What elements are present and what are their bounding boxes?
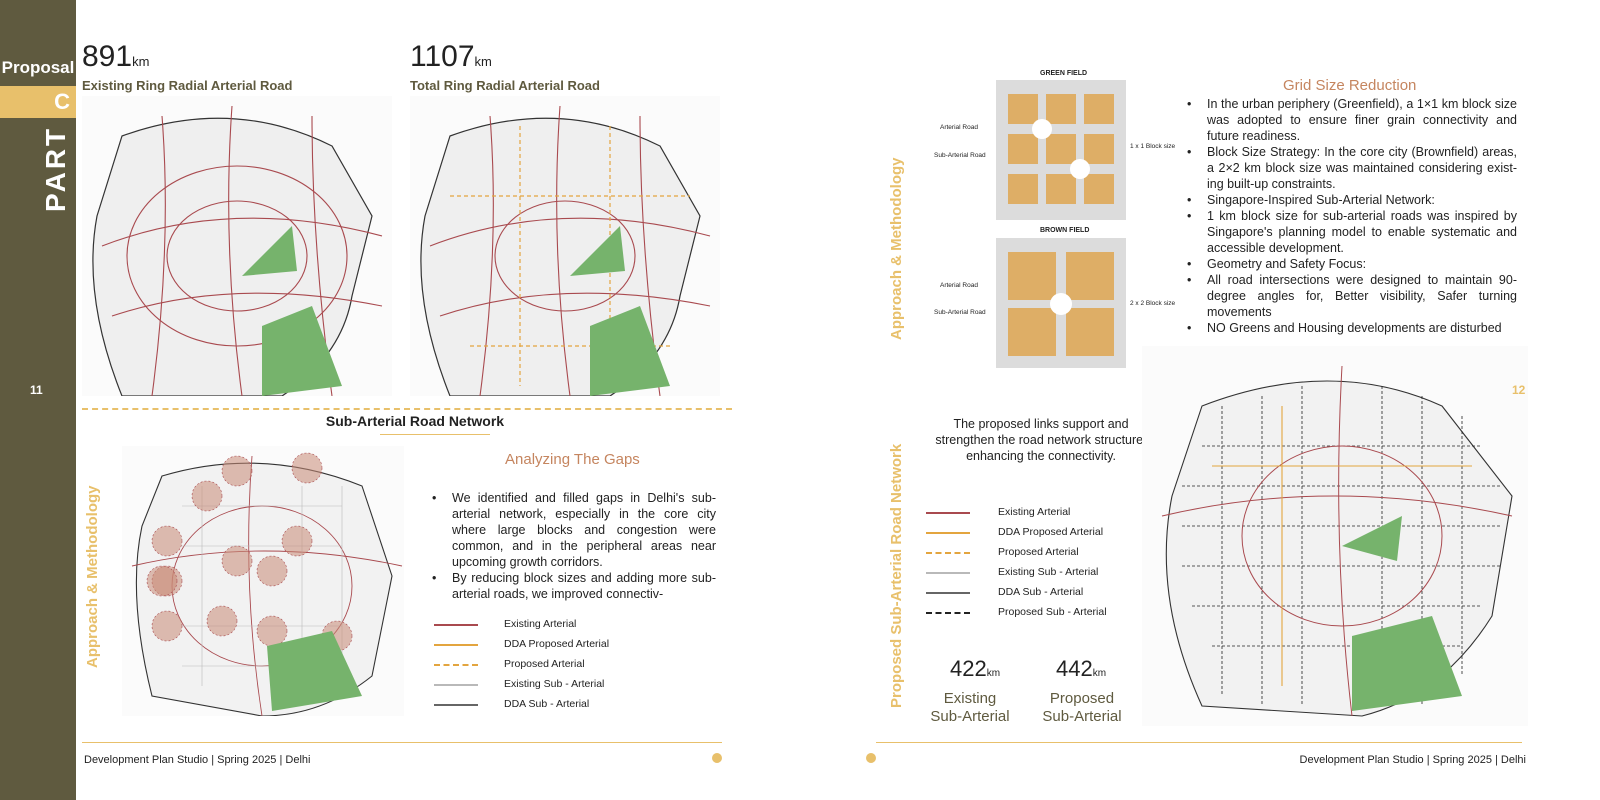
- sidebar: [0, 0, 76, 800]
- legend-left: [434, 616, 634, 716]
- footer-line-left: [82, 742, 722, 743]
- analysis-bullet-1: • We identified and filled gaps in Delhi's sub-arterial network, especially in the core city where large blocks and congestion were common, and in the peripheral areas near upcoming growth corridors.: [428, 490, 716, 570]
- vertical-label-right-top: Approach & Methodology: [888, 157, 905, 340]
- stat-existing-label: Existing Sub-Arterial: [930, 690, 1010, 725]
- grid-bullet-3: • Singapore-Inspired Sub-Arterial Network:: [1183, 192, 1517, 208]
- brown-field-title: BROWN FIELD: [1040, 227, 1090, 234]
- brown-field-grid: [996, 238, 1126, 368]
- proposed-network-map: [1142, 346, 1528, 726]
- map2-stat: [410, 40, 492, 74]
- vertical-label-right-bottom: Proposed Sub-Arterial Road Network: [888, 443, 905, 708]
- total-arterial-map: [410, 96, 720, 396]
- section-underline: [380, 434, 490, 435]
- green-block-label: 1 x 1 Block size: [1130, 143, 1176, 150]
- footer-right: Development Plan Studio | Spring 2025 | Delhi: [1299, 754, 1526, 766]
- legend-left-item: DDA Sub - Arterial: [434, 696, 634, 716]
- grid-bullets: [1183, 96, 1517, 336]
- stat-proposed-label: Proposed Sub-Arterial: [1042, 690, 1122, 725]
- legend-left-item: Existing Sub - Arterial: [434, 676, 634, 696]
- existing-arterial-map: [82, 96, 392, 396]
- green-sub-arterial-label: Sub-Arterial Road: [934, 152, 986, 159]
- legend-left-item: Existing Arterial: [434, 616, 634, 636]
- footer-dot-left: [712, 753, 722, 763]
- grid-heading: Grid Size Reduction: [1283, 77, 1417, 94]
- map2-title: Total Ring Radial Arterial Road: [410, 78, 600, 93]
- brown-arterial-label: Arterial Road: [940, 282, 978, 289]
- analysis-heading: Analyzing The Gaps: [505, 451, 640, 468]
- grid-bullet-2: • Block Size Strategy: In the core city (Brownfield) areas, a 2×2 km block size was maintained considering exist-ing built-up constraints.: [1183, 144, 1517, 192]
- footer-left: Development Plan Studio | Spring 2025 | Delhi: [84, 754, 311, 766]
- map1-title: Existing Ring Radial Arterial Road: [82, 78, 293, 93]
- footer-dot-right: [866, 753, 876, 763]
- legend-right-item: DDA Proposed Arterial: [926, 524, 1126, 544]
- brown-block-label: 2 x 2 Block size: [1130, 300, 1176, 307]
- legend-right-item: Existing Sub - Arterial: [926, 564, 1126, 584]
- green-arterial-label: Arterial Road: [940, 124, 978, 131]
- green-field-title: GREEN FIELD: [1040, 70, 1088, 77]
- proposal-label: Proposal: [1, 58, 75, 77]
- analysis-bullet-2: • By reducing block sizes and adding more sub-arterial roads, we improved connectiv-: [428, 570, 716, 602]
- page-number-right: 12: [1512, 383, 1526, 397]
- footer-line-right: [876, 742, 1522, 743]
- analysis-bullets: [428, 490, 716, 602]
- links-text: The proposed links support and strengthen the road network structure, enhancing the connectivity.: [935, 417, 1147, 463]
- grid-bullet-7: • NO Greens and Housing developments are disturbed: [1183, 320, 1517, 336]
- map2-value: 1107: [410, 40, 475, 73]
- grid-bullet-4: • 1 km block size for sub-arterial roads was inspired by Singapore's planning model to enable systematic and accessible development.: [1183, 208, 1517, 256]
- map1-unit: km: [132, 54, 150, 69]
- legend-right: [926, 504, 1126, 624]
- legend-right-item: DDA Sub - Arterial: [926, 584, 1126, 604]
- grid-bullet-6: • All road intersections were designed to maintain 90-degree angles for, Better visibility, Safer turning movements: [1183, 272, 1517, 320]
- part-letter: C: [54, 89, 70, 114]
- gaps-map: [122, 446, 404, 716]
- grid-bullet-1: • In the urban periphery (Greenfield), a 1×1 km block size was adopted to ensure finer grain connectivity and future readiness.: [1183, 96, 1517, 144]
- legend-right-item: Proposed Sub - Arterial: [926, 604, 1126, 624]
- section-divider: [82, 408, 732, 410]
- stat-proposed: 442km: [1056, 656, 1107, 681]
- stat-existing: 422km: [950, 656, 1001, 681]
- legend-left-item: Proposed Arterial: [434, 656, 634, 676]
- grid-bullet-5: • Geometry and Safety Focus:: [1183, 256, 1517, 272]
- brown-sub-arterial-label: Sub-Arterial Road: [934, 309, 986, 316]
- part-word: PART: [40, 125, 71, 212]
- page-number-left: 11: [30, 383, 43, 397]
- legend-right-item: Existing Arterial: [926, 504, 1126, 524]
- legend-left-item: DDA Proposed Arterial: [434, 636, 634, 656]
- map2-unit: km: [474, 54, 492, 69]
- section-title: Sub-Arterial Road Network: [325, 413, 505, 429]
- green-field-grid: [996, 80, 1126, 220]
- vertical-label-left: Approach & Methodology: [84, 485, 101, 668]
- map1-stat: [82, 40, 149, 74]
- legend-right-item: Proposed Arterial: [926, 544, 1126, 564]
- map1-value: 891: [82, 40, 133, 73]
